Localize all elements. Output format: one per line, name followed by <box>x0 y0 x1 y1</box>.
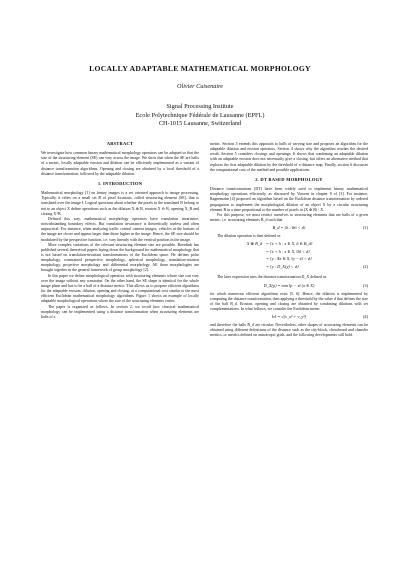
paragraph: The paper is organized as follows. In section 2, we recall how classical mathematical morphology can be implemented using a distance transformation when structuring elements are balls of a <box>41 303 199 319</box>
paragraph: and therefore the balls B_d are circular. Nevertheless, other shapes of structuring elements can be obtained using different definitions of the distance such as the city-block, chessboard and chamfer metrics, or metrics defined on anisotropic grids, and the following developments still hold. <box>210 322 368 338</box>
equation-2-line <box>210 241 368 249</box>
affiliation-line: Signal Processing Institute <box>166 103 234 110</box>
abstract-text: We investigate how common binary mathematical morphology operators can be adapted so that the size of the structuring element (SE) can vary across the image. We show that when the SE are balls of a metric, locally adaptable erosion and dilation can be efficiently implemented as a variant of distance transformation algorithms. Opening and closing are obtained by a local threshold of a distance transformation, followed by the adaptable dilation. <box>41 150 199 176</box>
affiliation-line: Ecole Polytechnique Fédérale de Lausanne (EPFL) <box>135 111 265 119</box>
equation-body: ‖v‖ = √(v_x² + v_y²) <box>271 314 307 320</box>
affiliation <box>0 103 400 129</box>
paragraph: for which numerous efficient algorithms exist [5, 6]. Hence, the dilation is implemented by computing the distance transformation, then applying a threshold by the value d that defines the size of the ball B_d. Erosion, opening and closing are obtained by combining dilations with set complementations. In what follows, we consider the Euclidean metric <box>210 290 368 311</box>
equation-3 <box>210 283 368 291</box>
abstract-heading: ABSTRACT <box>106 141 134 146</box>
equation-number: (2) <box>362 263 368 269</box>
author-name: Olivier Cuisenaire <box>177 83 223 90</box>
equation-4 <box>210 314 368 322</box>
introduction-heading: 1. INTRODUCTION <box>97 180 143 186</box>
equation-body: = {y : D_X(y) < d} <box>266 263 299 269</box>
equation-body: = {y : ∃x ∈ X, ‖y − x‖ < d} <box>266 256 312 262</box>
equation-number: (3) <box>362 282 368 288</box>
paragraph: Distance transformations (DT) have been widely used to implement binary mathematical morphology operations efficiently, as discussed by Vincent in chapter 8 of [3]. For instance, Ragnemalm [4] proposed an algorithm based on the Euclidean distance transformation by ordered propagation to implement the morphological dilation of an object X by a circular structuring element B in a time proportional to the number of pixels in (X ⊕ B) \ X. <box>210 186 368 212</box>
paper-title: LOCALLY ADAPTABLE MATHEMATICAL MORPHOLOGY <box>89 64 311 73</box>
paragraph: The later expression uses the distance transformation D_X defined as <box>217 274 327 280</box>
paragraph: The dilation operation is then defined as <box>217 233 281 239</box>
equation-number: (1) <box>362 225 368 231</box>
paragraph: For this purpose, we must restrict ourselves to structuring elements that are balls of a given metric, i.e. structuring elements B_d such that <box>210 211 368 223</box>
equation-body: D_X(p) = min ‖p − x‖ (x ∈ X) <box>263 282 315 288</box>
equation-2-line <box>210 256 368 264</box>
equation-body: = {x + h : x ∈ X, h ∈ B_d} <box>266 241 313 247</box>
paragraph: Mathematical morphology [1] on binary images is a set oriented approach to image processing. Typically, it relies on a small set B of pixel locations, called structuring element (SE), that is translated over the image I. Logical questions about whether the pixels in the translated B belong or not to an object X define operations such as the dilation X ⊕ B, erosion X ⊖ B, opening X_B and closing X^B. <box>41 190 199 216</box>
equation-2-line <box>210 264 368 272</box>
equation-body: = {x + h : x ∈ X, ‖h‖ < d} <box>266 248 310 254</box>
dt-morphology-heading: 2. DT BASED MORPHOLOGY <box>255 176 323 182</box>
left-column <box>41 141 199 319</box>
equation-number: (4) <box>362 314 368 320</box>
equation-lhs: X ⊕ B_d <box>246 241 262 247</box>
equation-body: B_d = {h : ‖h‖ < d} <box>272 225 306 231</box>
paragraph: metric. Section 3 extends this approach to balls of varying size and proposes an algorithm for the adaptable dilation and erosion operators. Section 4 shows why the algorithm reaches the desired result. Section 5 considers closings and openings. It shows that combining an adaptable dilation with an adaptable erosion does not necessarily give a closing, but offers an alternative method that replaces the first adaptable dilation by the threshold of a distance map. Finally, section 6 discusses the computational cost of the method and possible applications. <box>210 141 368 172</box>
equation-2-line <box>210 249 368 257</box>
paragraph: In this paper we define morphological operators with structuring elements whose size can vary over the image without any constraint. On the other hand, the SE shape is identical for the whole image plane and has to be a ball of a distance metric. This allows us to propose efficient algorithms for the adaptable erosion, dilation, opening and closing, at a computational cost similar to the most efficient Euclidean mathematical morphology algorithms. Figure 1 shows an example of locally adaptable morphological operations where the size of the structuring elements varies. <box>41 272 199 304</box>
right-column <box>210 141 368 338</box>
paragraph: More complex variations of the relevant structuring element size are possible. Roerdink has published several theoretical papers laying down the background for mathematical morphology that is not based on translation-invariant transformations of the Euclidean space. He defines polar morphology, constrained perspective morphology, spherical morphology, translation-rotation morphology, projective morphology and differential morphology. All those morphologies are brought together in the general framework of group morphology [2]. <box>41 241 199 273</box>
affiliation-line: CH-1015 Lausanne, Switzerland <box>158 120 242 127</box>
equation-1 <box>210 225 368 233</box>
paragraph: Defined this way, mathematical morphology operators have translation invariance, notwithstanding boundary effects. But translation invariance is theoretically useless and often unpractical. For instance, when analyzing traffic control camera images, vehicles at the bottom of the image are closer and appear larger than those higher in the image. Hence, the SE size should be modulated by the perspective function, i.e. vary linearly with the vertical position in the image. <box>41 215 199 242</box>
